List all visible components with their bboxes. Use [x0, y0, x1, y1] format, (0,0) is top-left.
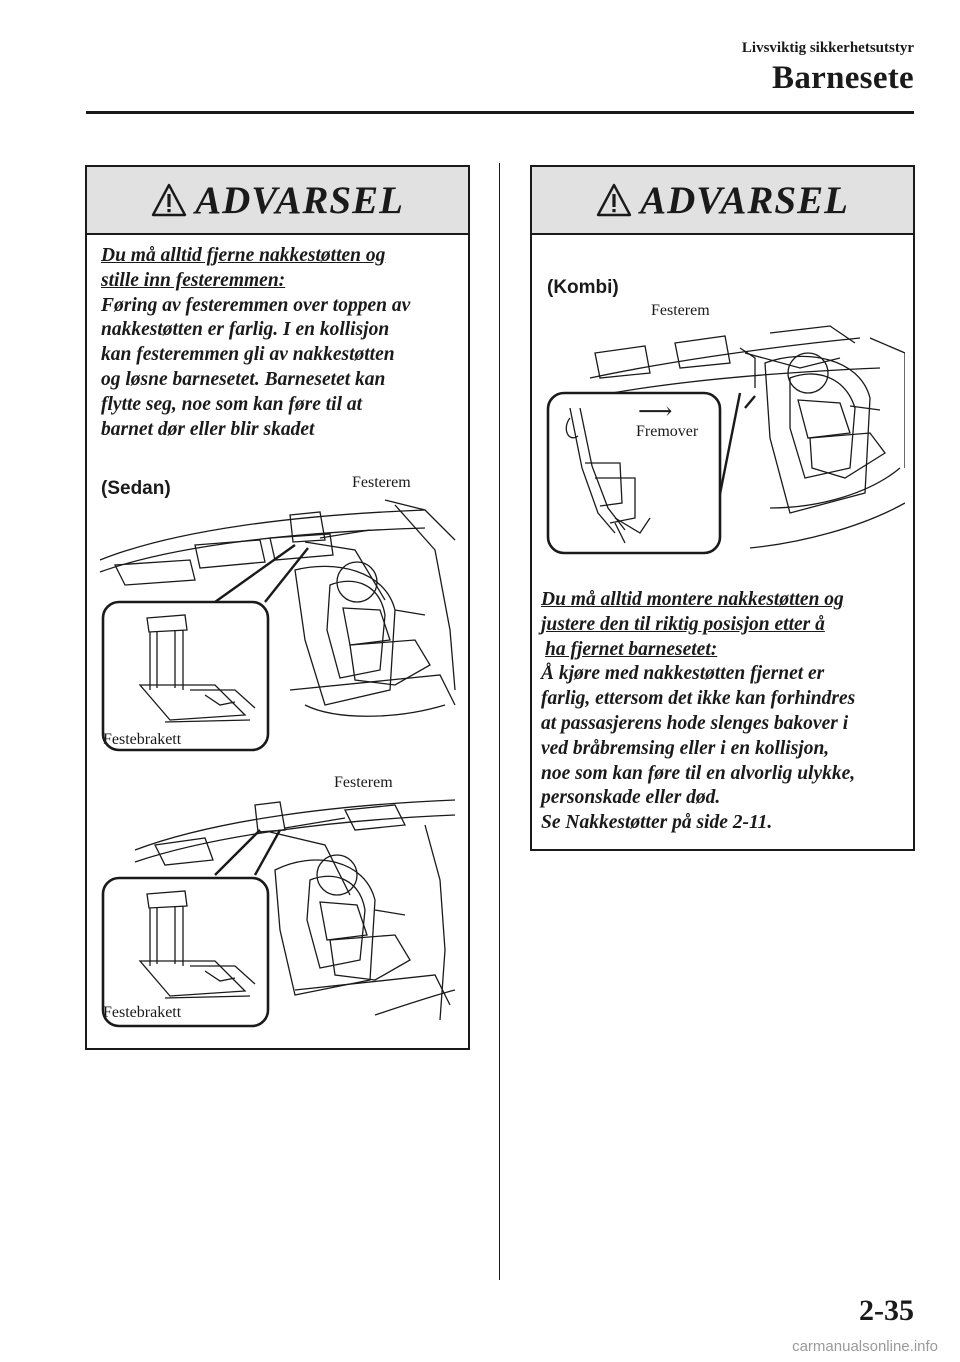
- left-warning-text: [101, 244, 410, 442]
- right-warning-text: [541, 588, 855, 836]
- left-warning-body-3: kan festeremmen gli av nakkestøtten: [101, 344, 395, 366]
- column-divider: [499, 163, 500, 1280]
- right-warning-body-2: farlig, ettersom det ikke kan forhindres: [541, 688, 856, 710]
- page-number: 2-35: [859, 1294, 914, 1327]
- warning-triangle-icon: [596, 183, 632, 217]
- right-warning-heading-2: justere den til riktig posisjon etter å: [541, 613, 825, 635]
- right-warning-body-6: personskade eller død.: [541, 787, 721, 809]
- left-warning-heading-1: Du må alltid fjerne nakkestøtten og: [101, 245, 386, 266]
- left-warning-body-6: barnet dør eller blir skadet: [101, 418, 315, 440]
- left-warning-header: [87, 167, 468, 235]
- left-warning-body-5: flytte seg, noe som kan føre til at: [101, 393, 363, 415]
- left-warning-body-4: og løsne barnesetet. Barnesetet kan: [101, 368, 386, 390]
- watermark: carmanualsonline.info: [792, 1338, 938, 1355]
- kombi-variant-label: (Kombi): [547, 277, 619, 298]
- left-warning-body-2: nakkestøtten er farlig. I en kollisjon: [101, 319, 390, 341]
- right-warning-title: ADVARSEL: [640, 178, 849, 222]
- sedan-variant-label: (Sedan): [101, 478, 171, 499]
- page-title: Barnesete: [772, 60, 914, 96]
- header-rule: [86, 111, 914, 114]
- section-name: Livsviktig sikkerhetsutstyr: [741, 40, 914, 56]
- warning-triangle-icon: [151, 183, 187, 217]
- forward-arrow-icon: ⟶: [638, 399, 673, 425]
- sedan-bracket-label: Festebrakett: [103, 731, 182, 748]
- sedan-strap-label: Festerem: [352, 474, 411, 491]
- right-warning-body-3: at passasjerens hode slenges bakover i: [541, 712, 849, 734]
- right-warning-heading-3: ha fjernet barnesetet:: [545, 638, 718, 660]
- sedan-child-seat-illustration: [95, 490, 460, 755]
- figure2-strap-label: Festerem: [334, 774, 393, 791]
- left-warning-heading-2: stille inn festeremmen:: [101, 269, 286, 291]
- right-warning-body-1: Å kjøre med nakkestøtten fjernet er: [541, 663, 825, 685]
- forward-direction-label: Fremover: [636, 423, 699, 440]
- right-warning-body-5: noe som kan føre til en alvorlig ulykke,: [541, 762, 856, 784]
- kombi-child-seat-illustration: [540, 318, 905, 578]
- right-warning-body-7: Se Nakkestøtter på side 2-11.: [541, 812, 773, 834]
- right-warning-body-4: ved bråbremsing eller i en kollisjon,: [541, 737, 830, 759]
- left-warning-body-1: Føring av festeremmen over toppen av: [101, 294, 411, 316]
- right-warning-header: [532, 167, 913, 235]
- second-child-seat-illustration: [95, 790, 460, 1030]
- figure2-bracket-label: Festebrakett: [103, 1004, 182, 1021]
- right-warning-heading-1: Du må alltid montere nakkestøtten og: [541, 589, 844, 610]
- kombi-strap-label: Festerem: [651, 302, 710, 319]
- left-warning-title: ADVARSEL: [195, 178, 404, 222]
